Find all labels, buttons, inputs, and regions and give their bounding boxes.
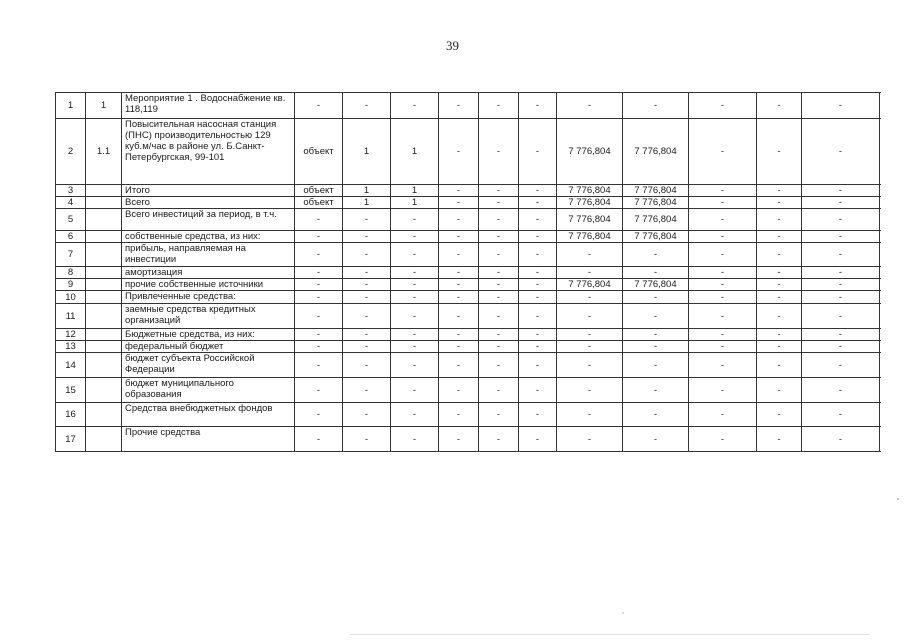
value-7: - xyxy=(623,267,689,279)
value-9: - xyxy=(757,267,802,279)
item-name: амортизация xyxy=(122,267,295,279)
value-10: - xyxy=(802,93,880,119)
value-7: - xyxy=(623,403,689,427)
value-1: - xyxy=(343,378,391,403)
value-6: - xyxy=(557,341,623,353)
value-6: - xyxy=(557,353,623,378)
value-9: - xyxy=(757,403,802,427)
item-name: Всего инвестиций за период, в т.ч. xyxy=(122,209,295,231)
value-10: - xyxy=(802,279,880,291)
value-3: - xyxy=(439,279,479,291)
value-4: - xyxy=(479,291,519,304)
value-9: - xyxy=(757,279,802,291)
sub-number xyxy=(86,279,122,291)
value-9: - xyxy=(757,427,802,452)
value-3: - xyxy=(439,403,479,427)
value-6: 7 776,804 xyxy=(557,279,623,291)
table-row xyxy=(56,403,880,427)
unit: - xyxy=(295,291,343,304)
value-1: 1 xyxy=(343,185,391,197)
value-5: - xyxy=(519,427,557,452)
value-8: - xyxy=(689,329,757,341)
unit: объект xyxy=(295,197,343,209)
value-3: - xyxy=(439,243,479,267)
item-name: прибыль, направляемая на инвестиции xyxy=(122,243,295,267)
value-1: 1 xyxy=(343,197,391,209)
row-number: 11 xyxy=(56,304,86,329)
sub-number xyxy=(86,427,122,452)
unit: - xyxy=(295,427,343,452)
investment-table xyxy=(55,92,880,452)
value-1: - xyxy=(343,329,391,341)
value-4: - xyxy=(479,197,519,209)
value-2: - xyxy=(391,267,439,279)
table-row xyxy=(56,119,880,185)
value-6: - xyxy=(557,304,623,329)
table-row xyxy=(56,267,880,279)
value-6: - xyxy=(557,243,623,267)
unit: - xyxy=(295,243,343,267)
value-5: - xyxy=(519,291,557,304)
value-1: - xyxy=(343,243,391,267)
value-7: 7 776,804 xyxy=(623,231,689,243)
item-name: прочие собственные источники xyxy=(122,279,295,291)
value-9: - xyxy=(757,185,802,197)
value-10: - xyxy=(802,209,880,231)
sub-number xyxy=(86,291,122,304)
row-number: 14 xyxy=(56,353,86,378)
value-10: - xyxy=(802,304,880,329)
value-10: - xyxy=(802,353,880,378)
item-name: бюджет муниципального образования xyxy=(122,378,295,403)
value-4: - xyxy=(479,279,519,291)
value-9: - xyxy=(757,243,802,267)
value-8: - xyxy=(689,197,757,209)
value-8: - xyxy=(689,209,757,231)
item-name: Всего xyxy=(122,197,295,209)
value-8: - xyxy=(689,341,757,353)
sub-number xyxy=(86,341,122,353)
value-8: - xyxy=(689,427,757,452)
value-7: - xyxy=(623,353,689,378)
unit: - xyxy=(295,378,343,403)
value-3: - xyxy=(439,341,479,353)
item-name: собственные средства, из них: xyxy=(122,231,295,243)
table-row xyxy=(56,209,880,231)
value-3: - xyxy=(439,197,479,209)
value-4: - xyxy=(479,119,519,185)
value-4: - xyxy=(479,267,519,279)
value-1: - xyxy=(343,93,391,119)
value-1: - xyxy=(343,279,391,291)
value-3: - xyxy=(439,209,479,231)
page-number: 39 xyxy=(446,38,459,53)
value-2: - xyxy=(391,403,439,427)
sub-number: 1.1 xyxy=(86,119,122,185)
value-3: - xyxy=(439,329,479,341)
value-5: - xyxy=(519,341,557,353)
value-5: - xyxy=(519,353,557,378)
value-10: - xyxy=(802,119,880,185)
unit: - xyxy=(295,93,343,119)
unit: - xyxy=(295,304,343,329)
value-2: - xyxy=(391,231,439,243)
table-row xyxy=(56,353,880,378)
row-number: 9 xyxy=(56,279,86,291)
value-7: - xyxy=(623,341,689,353)
value-2: - xyxy=(391,243,439,267)
value-3: - xyxy=(439,353,479,378)
value-5: - xyxy=(519,329,557,341)
value-4: - xyxy=(479,427,519,452)
item-name: Прочие средства xyxy=(122,427,295,452)
value-5: - xyxy=(519,93,557,119)
value-5: - xyxy=(519,378,557,403)
row-number: 3 xyxy=(56,185,86,197)
value-2: 1 xyxy=(391,185,439,197)
value-2: - xyxy=(391,329,439,341)
value-3: - xyxy=(439,304,479,329)
item-name: Привлеченные средства: xyxy=(122,291,295,304)
value-5: - xyxy=(519,403,557,427)
sub-number xyxy=(86,353,122,378)
value-2: - xyxy=(391,304,439,329)
value-7: - xyxy=(623,378,689,403)
value-10: - xyxy=(802,341,880,353)
value-3: - xyxy=(439,119,479,185)
value-4: - xyxy=(479,378,519,403)
table-row xyxy=(56,93,880,119)
value-10: - xyxy=(802,267,880,279)
item-name: Бюджетные средства, из них: xyxy=(122,329,295,341)
value-6: - xyxy=(557,329,623,341)
value-3: - xyxy=(439,231,479,243)
value-9: - xyxy=(757,197,802,209)
value-5: - xyxy=(519,279,557,291)
item-name: Итого xyxy=(122,185,295,197)
table-row xyxy=(56,279,880,291)
value-6: 7 776,804 xyxy=(557,209,623,231)
row-number: 13 xyxy=(56,341,86,353)
item-name: федеральный бюджет xyxy=(122,341,295,353)
unit: - xyxy=(295,353,343,378)
value-8: - xyxy=(689,93,757,119)
value-8: - xyxy=(689,403,757,427)
unit: - xyxy=(295,231,343,243)
value-7: - xyxy=(623,329,689,341)
unit: объект xyxy=(295,185,343,197)
value-6: 7 776,804 xyxy=(557,119,623,185)
value-9: - xyxy=(757,353,802,378)
value-6: - xyxy=(557,267,623,279)
value-8: - xyxy=(689,231,757,243)
item-name: Мероприятие 1 . Водоснабжение кв. 118,119 xyxy=(122,93,295,119)
value-7: 7 776,804 xyxy=(623,197,689,209)
table-row xyxy=(56,427,880,452)
sub-number xyxy=(86,403,122,427)
value-4: - xyxy=(479,403,519,427)
value-2: - xyxy=(391,341,439,353)
value-1: - xyxy=(343,231,391,243)
value-2: - xyxy=(391,291,439,304)
value-1: - xyxy=(343,403,391,427)
value-8: - xyxy=(689,378,757,403)
table-row xyxy=(56,231,880,243)
sub-number xyxy=(86,197,122,209)
value-10: - xyxy=(802,231,880,243)
value-3: - xyxy=(439,267,479,279)
sub-number: 1 xyxy=(86,93,122,119)
sub-number xyxy=(86,267,122,279)
value-8: - xyxy=(689,185,757,197)
unit: объект xyxy=(295,119,343,185)
value-1: - xyxy=(343,209,391,231)
sub-number xyxy=(86,378,122,403)
value-7: 7 776,804 xyxy=(623,279,689,291)
value-10: - xyxy=(802,243,880,267)
table-row xyxy=(56,304,880,329)
value-9: - xyxy=(757,119,802,185)
value-1: - xyxy=(343,427,391,452)
value-8: - xyxy=(689,353,757,378)
value-4: - xyxy=(479,341,519,353)
value-2: - xyxy=(391,427,439,452)
scan-artifact xyxy=(350,634,870,635)
value-9: - xyxy=(757,304,802,329)
sub-number xyxy=(86,329,122,341)
row-number: 15 xyxy=(56,378,86,403)
value-2: - xyxy=(391,209,439,231)
table-body xyxy=(56,93,880,452)
value-2: - xyxy=(391,353,439,378)
value-3: - xyxy=(439,93,479,119)
value-8: - xyxy=(689,267,757,279)
value-7: - xyxy=(623,304,689,329)
value-7: - xyxy=(623,93,689,119)
value-6: - xyxy=(557,291,623,304)
unit: - xyxy=(295,329,343,341)
value-2: 1 xyxy=(391,119,439,185)
value-10: - xyxy=(802,427,880,452)
value-1: - xyxy=(343,291,391,304)
value-9: - xyxy=(757,291,802,304)
value-5: - xyxy=(519,185,557,197)
value-5: - xyxy=(519,304,557,329)
value-6: - xyxy=(557,378,623,403)
table-row xyxy=(56,185,880,197)
sub-number xyxy=(86,243,122,267)
value-2: - xyxy=(391,378,439,403)
value-3: - xyxy=(439,185,479,197)
value-2: - xyxy=(391,93,439,119)
sub-number xyxy=(86,231,122,243)
value-6: 7 776,804 xyxy=(557,185,623,197)
value-7: 7 776,804 xyxy=(623,185,689,197)
unit: - xyxy=(295,279,343,291)
sub-number xyxy=(86,185,122,197)
value-5: - xyxy=(519,243,557,267)
value-4: - xyxy=(479,353,519,378)
value-5: - xyxy=(519,267,557,279)
value-8: - xyxy=(689,304,757,329)
value-7: - xyxy=(623,291,689,304)
value-3: - xyxy=(439,378,479,403)
unit: - xyxy=(295,403,343,427)
value-5: - xyxy=(519,119,557,185)
value-4: - xyxy=(479,93,519,119)
value-6: 7 776,804 xyxy=(557,231,623,243)
item-name: бюджет субъекта Российской Федерации xyxy=(122,353,295,378)
row-number: 2 xyxy=(56,119,86,185)
value-4: - xyxy=(479,304,519,329)
value-7: - xyxy=(623,243,689,267)
value-9: - xyxy=(757,231,802,243)
value-4: - xyxy=(479,243,519,267)
value-1: - xyxy=(343,267,391,279)
value-6: - xyxy=(557,403,623,427)
value-5: - xyxy=(519,197,557,209)
table-row xyxy=(56,378,880,403)
value-9: - xyxy=(757,93,802,119)
value-5: - xyxy=(519,209,557,231)
item-name: Средства внебюджетных фондов xyxy=(122,403,295,427)
row-number: 5 xyxy=(56,209,86,231)
item-name: заемные средства кредитных организаций xyxy=(122,304,295,329)
value-4: - xyxy=(479,329,519,341)
table-row xyxy=(56,291,880,304)
value-1: - xyxy=(343,341,391,353)
value-1: 1 xyxy=(343,119,391,185)
value-4: - xyxy=(479,209,519,231)
value-9: - xyxy=(757,378,802,403)
unit: - xyxy=(295,209,343,231)
value-6: 7 776,804 xyxy=(557,197,623,209)
row-number: 7 xyxy=(56,243,86,267)
sub-number xyxy=(86,209,122,231)
row-number: 1 xyxy=(56,93,86,119)
value-2: 1 xyxy=(391,197,439,209)
value-5: - xyxy=(519,231,557,243)
value-4: - xyxy=(479,231,519,243)
value-6: - xyxy=(557,427,623,452)
value-10: - xyxy=(802,403,880,427)
item-name: Повысительная насосная станция (ПНС) производительностью 129 куб.м/час в районе ул. Б.Санкт-Петербургская, 99-101 xyxy=(122,119,295,185)
value-4: - xyxy=(479,185,519,197)
table-row xyxy=(56,341,880,353)
value-1: - xyxy=(343,304,391,329)
table-row xyxy=(56,329,880,341)
row-number: 8 xyxy=(56,267,86,279)
value-10: - xyxy=(802,185,880,197)
value-10: - xyxy=(802,329,880,341)
scan-artifact xyxy=(622,612,624,614)
value-8: - xyxy=(689,119,757,185)
value-8: - xyxy=(689,279,757,291)
row-number: 10 xyxy=(56,291,86,304)
value-7: - xyxy=(623,427,689,452)
value-1: - xyxy=(343,353,391,378)
row-number: 16 xyxy=(56,403,86,427)
value-7: 7 776,804 xyxy=(623,209,689,231)
row-number: 4 xyxy=(56,197,86,209)
value-9: - xyxy=(757,329,802,341)
value-8: - xyxy=(689,243,757,267)
row-number: 17 xyxy=(56,427,86,452)
row-number: 6 xyxy=(56,231,86,243)
value-6: - xyxy=(557,93,623,119)
unit: - xyxy=(295,341,343,353)
unit: - xyxy=(295,267,343,279)
scan-artifact xyxy=(897,498,899,500)
value-10: - xyxy=(802,197,880,209)
row-number: 12 xyxy=(56,329,86,341)
value-9: - xyxy=(757,341,802,353)
value-8: - xyxy=(689,291,757,304)
value-7: 7 776,804 xyxy=(623,119,689,185)
value-10: - xyxy=(802,378,880,403)
value-2: - xyxy=(391,279,439,291)
table-row xyxy=(56,197,880,209)
sub-number xyxy=(86,304,122,329)
value-3: - xyxy=(439,427,479,452)
value-10: - xyxy=(802,291,880,304)
value-3: - xyxy=(439,291,479,304)
table-row xyxy=(56,243,880,267)
value-9: - xyxy=(757,209,802,231)
